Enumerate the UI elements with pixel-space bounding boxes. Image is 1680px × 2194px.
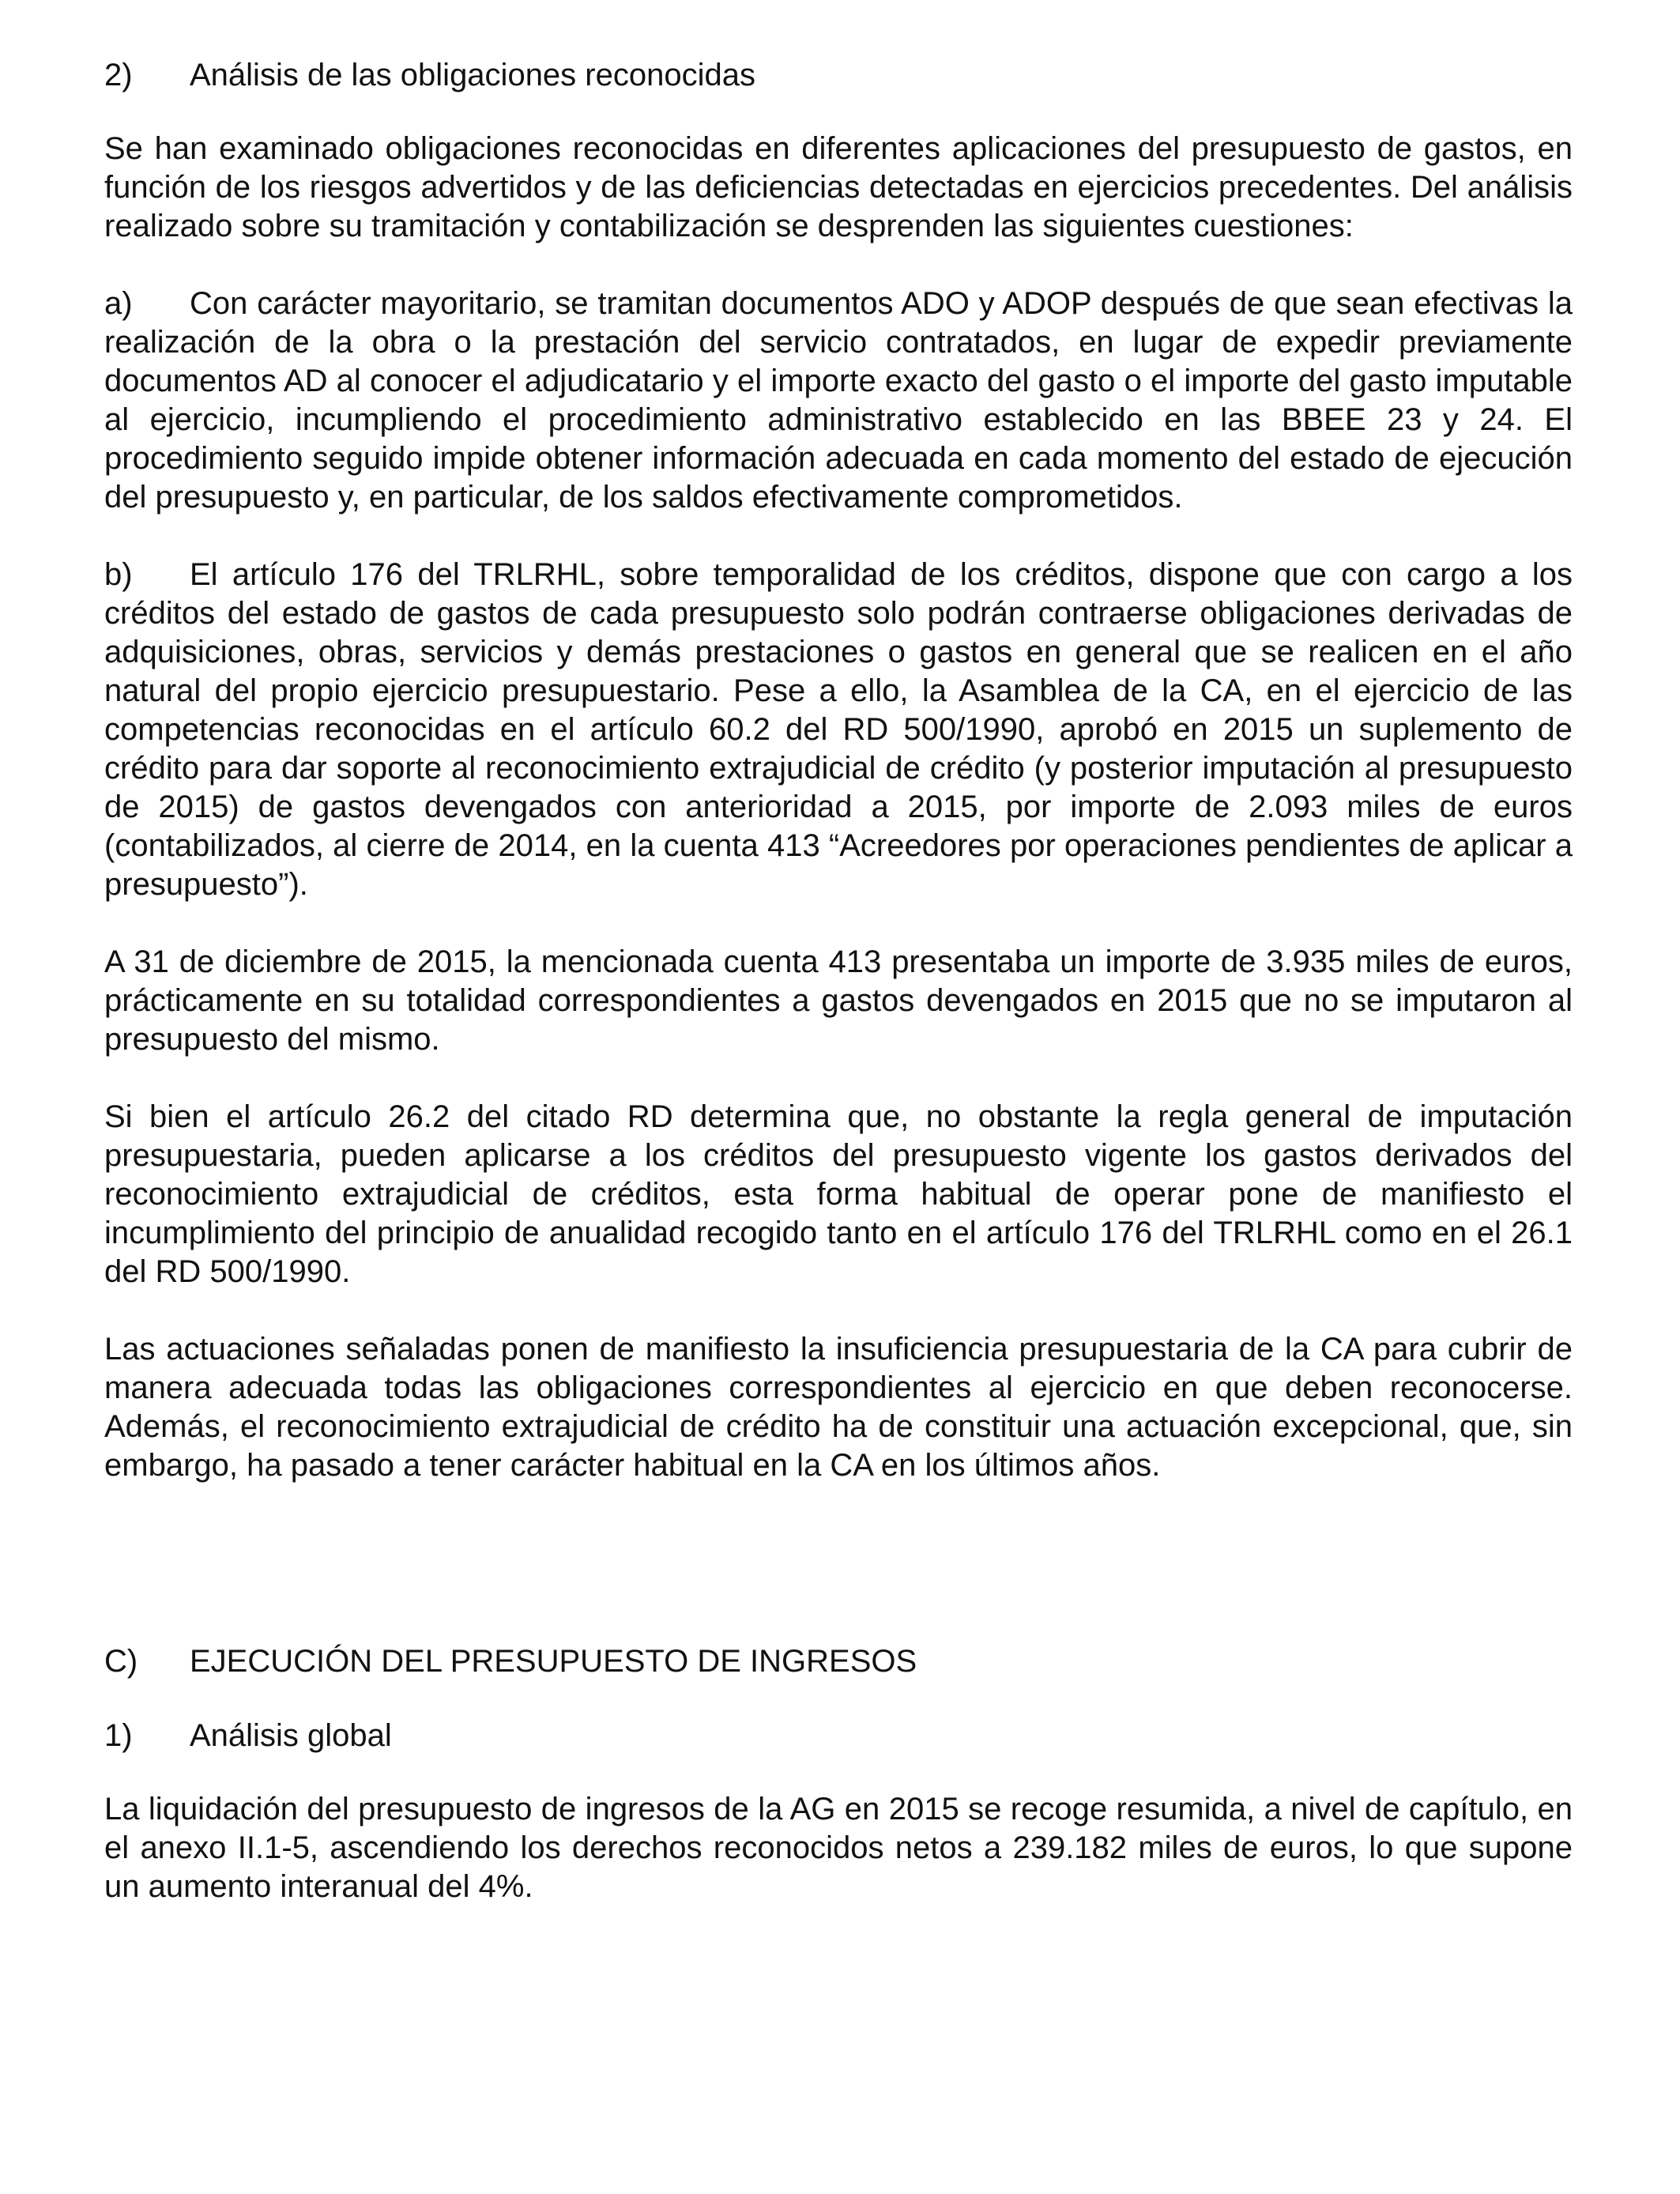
paragraph-intro: Se han examinado obligaciones reconocidas en diferentes aplicaciones del presupuesto de gastos, en función de los riesgos advertidos y de las deficiencias detectadas en ejercicios precedentes. Del análisis realizado sobre su tramitación y contabilización se desprenden las siguientes cuestiones: xyxy=(104,131,1573,243)
paragraph-item-a xyxy=(104,285,1573,517)
section-title: EJECUCIÓN DEL PRESUPUESTO DE INGRESOS xyxy=(190,1644,917,1679)
section-number: C) xyxy=(104,1644,138,1679)
paragraph-article-26: Si bien el artículo 26.2 del citado RD determina que, no obstante la regla general de imputación presupuestaria, pueden aplicarse a los créditos del presupuesto vigente los gastos derivados del reconocimiento extrajudicial de créditos, esta forma habitual de operar pone de manifiesto el incumplimiento del principio de anualidad recogido tanto en el artículo 176 del TRLRHL como en el 26.1 del RD 500/1990. xyxy=(104,1099,1573,1289)
document-page xyxy=(104,55,1573,1906)
paragraph-account-413: A 31 de diciembre de 2015, la mencionada cuenta 413 presentaba un importe de 3.935 miles de euros, prácticamente en su totalidad correspondientes a gastos devengados en 2015 que no se imputaron al presupuesto del mismo. xyxy=(104,944,1573,1057)
section-heading-ingresos xyxy=(104,1642,1573,1681)
paragraph-global: La liquidación del presupuesto de ingresos de la AG en 2015 se recoge resumida, a nivel de capítulo, en el anexo II.1-5, ascendiendo los derechos reconocidos netos a 239.182 miles de euros, lo que supone un aumento interanual del 4%. xyxy=(104,1792,1573,1904)
section-heading-analisis-global xyxy=(104,1716,1573,1755)
item-label: a) xyxy=(104,286,133,321)
section-title: Análisis global xyxy=(190,1718,392,1753)
item-text: Con carácter mayoritario, se tramitan documentos ADO y ADOP después de que sean efectivas la realización de la obra o la prestación del servicio contratados, en lugar de expedir previamente documentos AD al conocer el adjudicatario y el importe exacto del gasto o el importe del gasto imputable al ejercicio, incumpliendo el procedimiento administrativo establecido en las BBEE 23 y 24. El procedimiento seguido impide obtener información adecuada en cada momento del estado de ejecución del presupuesto y, en particular, de los saldos efectivamente comprometidos. xyxy=(104,286,1573,515)
item-label: b) xyxy=(104,557,133,592)
section-number: 2) xyxy=(104,58,133,92)
section-heading-obligaciones xyxy=(104,55,1573,95)
paragraph-conclusion: Las actuaciones señaladas ponen de manifiesto la insuficiencia presupuestaria de la CA para cubrir de manera adecuada todas las obligaciones correspondientes al ejercicio en que deben reconocerse. Además, el reconocimiento extrajudicial de crédito ha de constituir una actuación excepcional, que, sin embargo, ha pasado a tener carácter habitual en la CA en los últimos años. xyxy=(104,1332,1573,1483)
item-text: El artículo 176 del TRLRHL, sobre temporalidad de los créditos, dispone que con cargo a los créditos del estado de gastos de cada presupuesto solo podrán contraerse obligaciones derivadas de adquisiciones, obras, servicios y demás prestaciones o gastos en general que se realicen en el año natural del propio ejercicio presupuestario. Pese a ello, la Asamblea de la CA, en el ejercicio de las competencias reconocidas en el artículo 60.2 del RD 500/1990, aprobó en 2015 un suplemento de crédito para dar soporte al reconocimiento extrajudicial de crédito (y posterior imputación al presupuesto de 2015) de gastos devengados con anterioridad a 2015, por importe de 2.093 miles de euros (contabilizados, al cierre de 2014, en la cuenta 413 “Acreedores por operaciones pendientes de aplicar a presupuesto”). xyxy=(104,557,1573,902)
section-title: Análisis de las obligaciones reconocidas xyxy=(190,58,755,92)
paragraph-item-b xyxy=(104,556,1573,904)
section-number: 1) xyxy=(104,1718,133,1753)
